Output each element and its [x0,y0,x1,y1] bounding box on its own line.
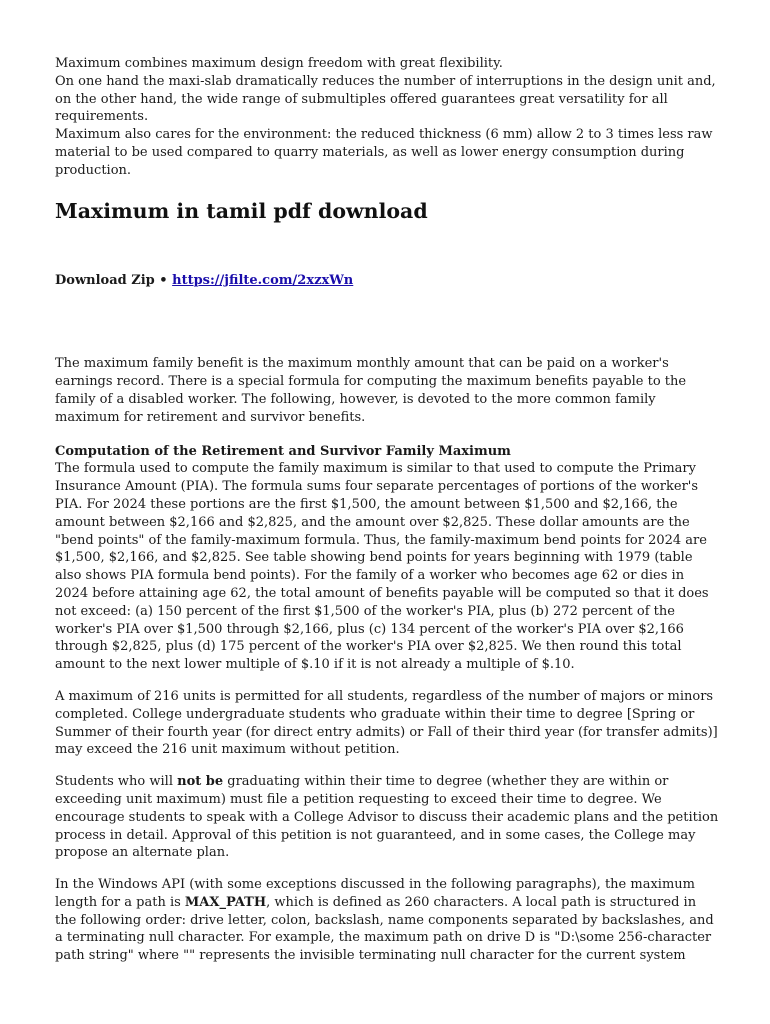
computation-heading: Computation of the Retirement and Survivor Family Maximum [55,443,511,459]
students-text-start: Students who will [55,774,178,790]
students-paragraph [55,773,720,862]
students-text-bold: not be [177,774,224,790]
download-line [55,272,720,290]
units-paragraph: A maximum of 216 units is permitted for all students, regardless of the number of majors or minors completed. College undergraduate students who graduate within their time to degree [Spring or Summer of their fourth year (for direct entry admits) or Fall of their third year (for transfer admits)] may exceed the 216 unit maximum without petition. [55,688,718,758]
intro-line-3: Maximum also cares for the environment: the reduced thickness (6 mm) allow 2 to 3 times less raw material to be used compared to quarry materials, as well as lower energy consumption during production. [55,127,713,178]
intro-line-1: Maximum combines maximum design freedom with great flexibility. [55,56,503,71]
page-title: Maximum in tamil pdf download [55,198,428,223]
windows-text-start: In the Windows API (with some exceptions discussed in the following paragraphs), the maximum length for a path is [55,877,695,910]
document-page [55,55,720,965]
windows-text-bold: MAX_PATH [184,894,267,910]
intro-section [55,55,720,180]
download-link[interactable]: https://jfilte.com/2xzxWn [172,272,354,288]
download-label: Download Zip • [55,272,168,288]
computation-paragraph: The formula used to compute the family maximum is similar to that used to compute the Primary Insurance Amount (PIA). The formula sums four separate percentages of portions of the worker's PIA. For 2024 these portions are the first $1,500, the amount between $1,500 and $2,166, the amount between $2,166 and $2,825, and the amount over $2,825. These dollar amounts are the "bend points" of the family-maximum formula. Thus, the family-maximum bend points for 2024 are $1,500, $2,166, and $2,825. See table showing bend points for years beginning with 1979 (table also shows PIA formula bend points). For the family of a worker who becomes age 62 or dies in 2024 before attaining age 62, the total amount of benefits payable will be computed so that it does not exceed: (a) 150 percent of the first $1,500 of the worker's PIA, plus (b) 272 percent of the worker's PIA over $1,500 through $2,166, plus (c) 134 percent of the worker's PIA over $2,166 through $2,825, plus (d) 175 percent of the worker's PIA over $2,825. We then round this total amount to the next lower multiple of $.10 if it is not already a multiple of $.10. [55,461,709,673]
intro-line-2: On one hand the maxi-slab dramatically reduces the number of interruptions in the design unit and, on the other hand, the wide range of submultiples offered guarantees great versatility for all requirements. [55,73,716,125]
family-benefit-paragraph: The maximum family benefit is the maximum monthly amount that can be paid on a worker's earnings record. There is a special formula for computing the maximum benefits payable to the family of a disabled worker. The following, however, is devoted to the more common family maximum for retirement and survivor benefits. [55,356,687,425]
windows-text-end: , which is defined as 260 characters. A local path is structured in the following order: drive letter, colon, backslash, name components separated by backslashes, and a terminating null character. For example, the maximum path on drive D is "D:\some 256-character path string" where "" represents the invisible terminating null character for the current system [55,894,714,964]
students-text-end: graduating within their time to degree (whether they are within or exceeding unit maximum) must file a petition requesting to exceed their time to degree. We encourage students to speak with a College Advisor to discuss their academic plans and the petition process in detail. Approval of this petition is not guaranteed, and in some cases, the College may propose an alternate plan. [55,774,719,861]
windows-paragraph [55,876,720,965]
